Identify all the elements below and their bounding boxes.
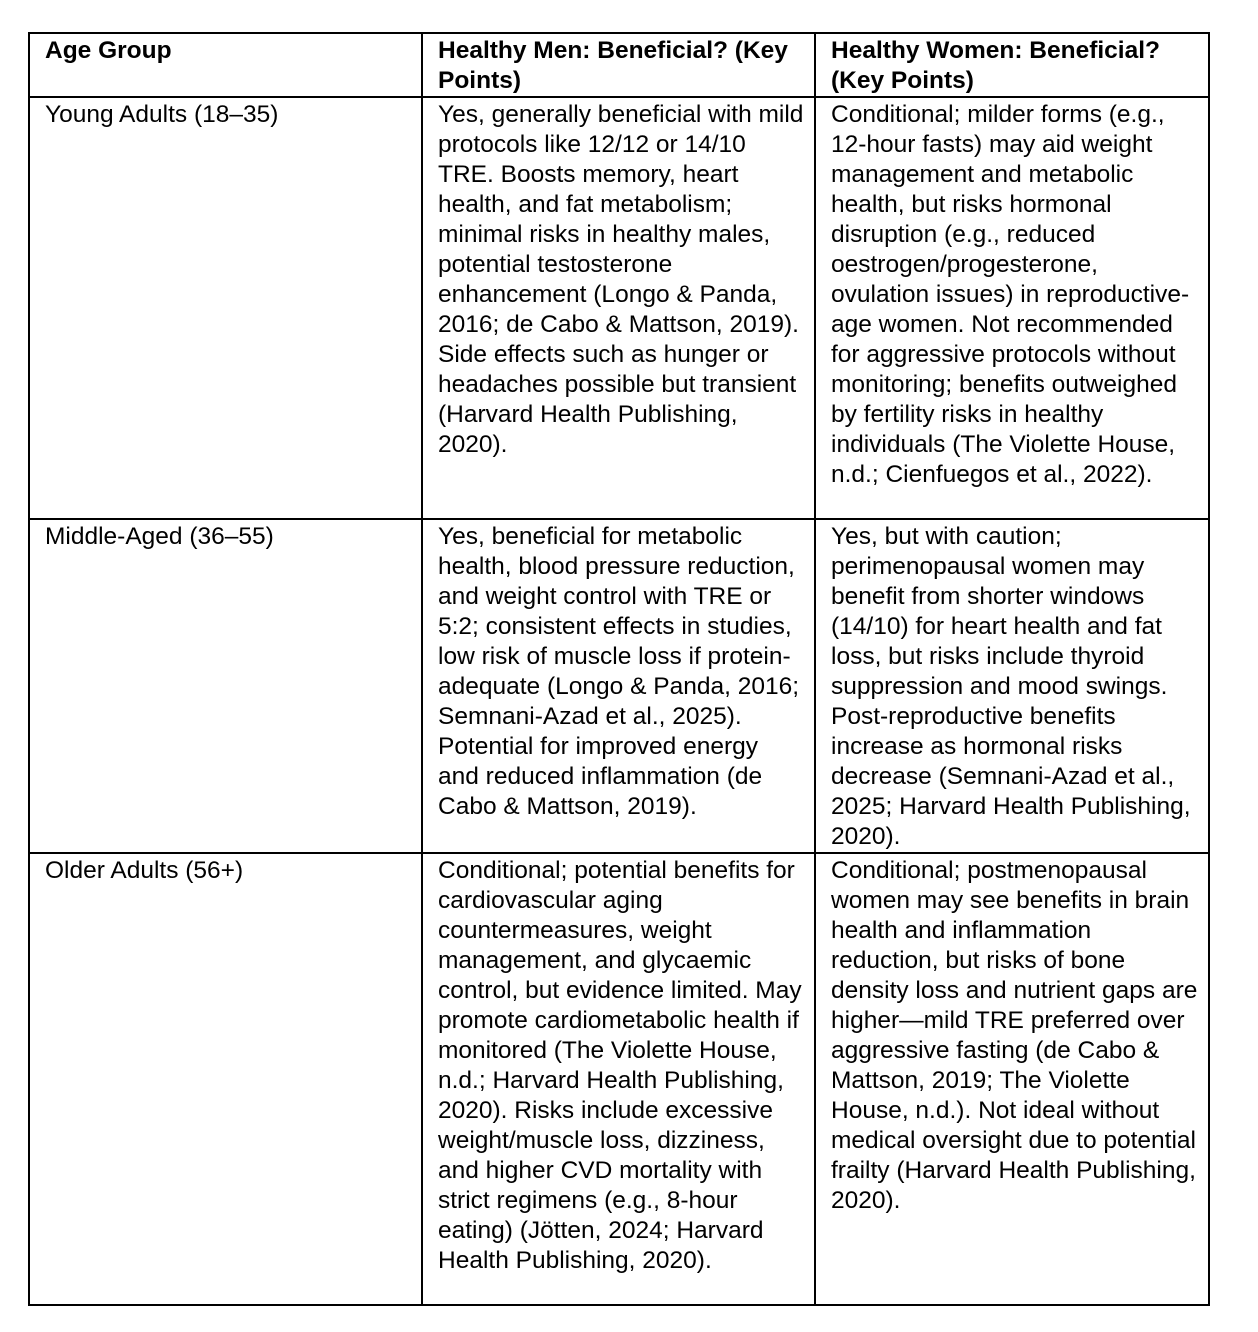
table-row [29,519,1209,853]
cell-men: Conditional; potential benefits for cardiovascular aging countermeasures, weight management, and glycaemic control, but evidence limited. May promote cardiometabolic health if monitored (The Violette House, n.d.; Harvard Health Publishing, 2020). Risks include excessive weight/muscle loss, dizziness, and higher CVD mortality with strict regimens (e.g., 8-hour eating) (Jötten, 2024; Harvard Health Publishing, 2020). [422,853,815,1305]
cell-age-group: Middle-Aged (36–55) [29,519,422,853]
cell-men: Yes, generally beneficial with mild protocols like 12/12 or 14/10 TRE. Boosts memory, heart health, and fat metabolism; minimal risks in healthy males, potential testosterone enhancement (Longo & Panda, 2016; de Cabo & Mattson, 2019). Side effects such as hunger or headaches possible but transient (Harvard Health Publishing, 2020). [422,97,815,519]
cell-women: Conditional; milder forms (e.g., 12-hour fasts) may aid weight management and metabolic health, but risks hormonal disruption (e.g., reduced oestrogen/progesterone, ovulation issues) in reproductive-age women. Not recommended for aggressive protocols without monitoring; benefits outweighed by fertility risks in healthy individuals (The Violette House, n.d.; Cienfuegos et al., 2022). [815,97,1209,519]
cell-women: Conditional; postmenopausal women may see benefits in brain health and inflammation reduction, but risks of bone density loss and nutrient gaps are higher—mild TRE preferred over aggressive fasting (de Cabo & Mattson, 2019; The Violette House, n.d.). Not ideal without medical oversight due to potential frailty (Harvard Health Publishing, 2020). [815,853,1209,1305]
table-header-row [29,33,1209,97]
header-age-group: Age Group [29,33,422,97]
header-healthy-women: Healthy Women: Beneficial? (Key Points) [815,33,1209,97]
cell-age-group: Older Adults (56+) [29,853,422,1305]
cell-men: Yes, beneficial for metabolic health, blood pressure reduction, and weight control with TRE or 5:2; consistent effects in studies, low risk of muscle loss if protein-adequate (Longo & Panda, 2016; Semnani-Azad et al., 2025). Potential for improved energy and reduced inflammation (de Cabo & Mattson, 2019). [422,519,815,853]
fasting-benefits-table [28,32,1210,1306]
cell-women: Yes, but with caution; perimenopausal women may benefit from shorter windows (14/10) for heart health and fat loss, but risks include thyroid suppression and mood swings. Post-reproductive benefits increase as hormonal risks decrease (Semnani-Azad et al., 2025; Harvard Health Publishing, 2020). [815,519,1209,853]
table-row [29,853,1209,1305]
header-healthy-men: Healthy Men: Beneficial? (Key Points) [422,33,815,97]
table-row [29,97,1209,519]
cell-age-group: Young Adults (18–35) [29,97,422,519]
